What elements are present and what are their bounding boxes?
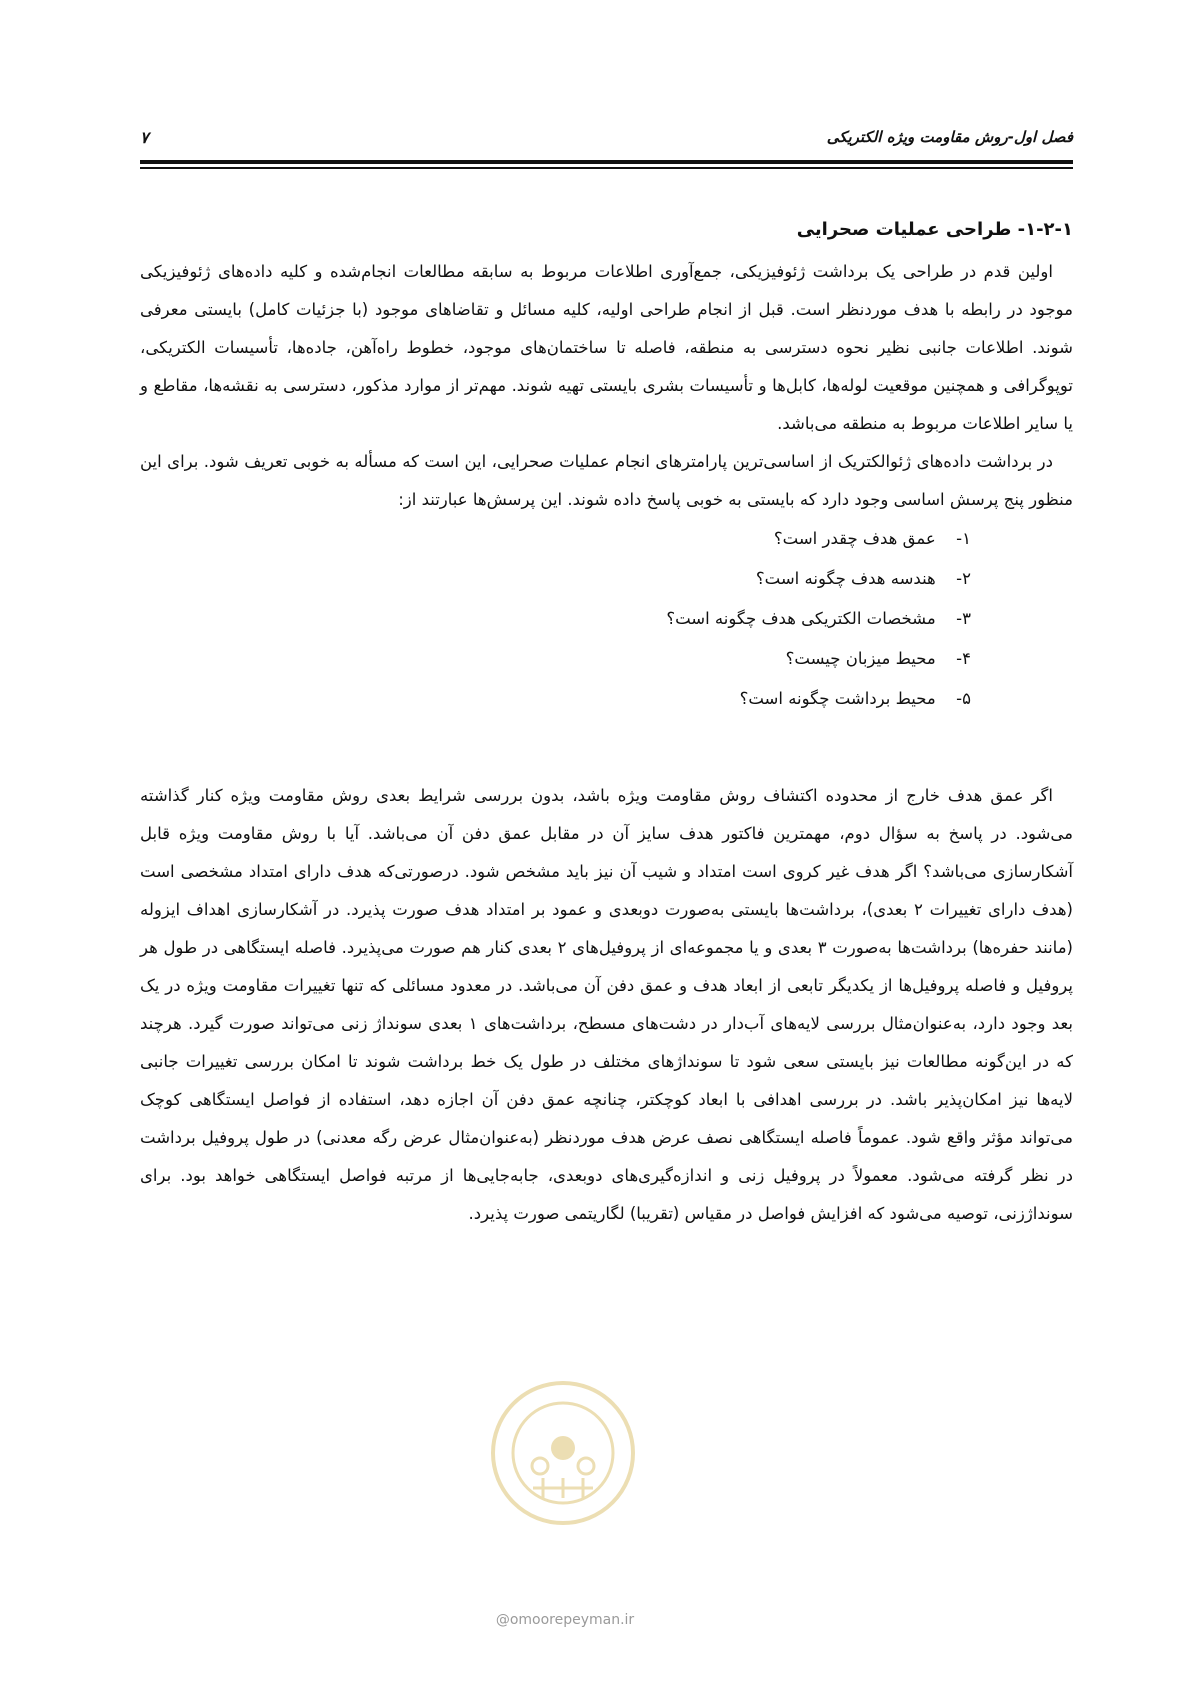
list-item-text: محیط میزبان چیست؟ [785, 649, 936, 668]
paragraph-intro: اولین قدم در طراحی یک برداشت ژئوفیزیکی، جمع‌آوری اطلاعات مربوط به سابقه مطالعات انجام‌شده و کلیه داده‌های ژئوفیزیکی موجود در رابطه با هدف موردنظر است. قبل از انجام طراحی اولیه، کلیه مسائل و تقاضاهای موجود (با جزئیات کامل) بایستی معرفی شوند. اطلاعات جانبی نظیر نحوه دسترسی به منطقه، فاصله تا ساختمان‌های موجود، خطوط راه‌آهن، جاده‌ها، تأسیسات الکتریکی، توپوگرافی و همچنین موقعیت لوله‌ها، کابل‌ها و تأسیسات بشری بایستی تهیه شوند. مهم‌تر از موارد مذکور، دسترسی به نقشه‌ها، مقاطع و یا سایر اطلاعات مربوط به منطقه می‌باشد. [140, 262, 1073, 433]
list-item-number: ۴- [956, 649, 971, 668]
page-number: ۷ [140, 128, 149, 147]
list-item [140, 559, 971, 599]
watermark-seal-icon [488, 1378, 638, 1528]
list-item-number: ۲- [956, 569, 971, 588]
paragraph-questions-lead: در برداشت داده‌های ژئوالکتریک از اساسی‌ترین پارامترهای انجام عملیات صحرایی، این است که مسأله به خوبی تعریف شود. برای این منظور پنج پرسش اساسی وجود دارد که بایستی به خوبی پاسخ داده شوند. این پرسش‌ها عبارتند از: [140, 452, 1073, 509]
header-rule-thick [140, 160, 1073, 164]
list-item-text: عمق هدف چقدر است؟ [773, 529, 936, 548]
list-item [140, 519, 971, 559]
page-body [140, 215, 1073, 1233]
questions-list [140, 519, 1073, 719]
page-header [140, 128, 1073, 162]
list-item-text: هندسه هدف چگونه است؟ [755, 569, 936, 588]
chapter-title: فصل اول-روش مقاومت ویژه الکتریکی [826, 128, 1073, 146]
spacer [140, 719, 1073, 777]
list-item-number: ۱- [956, 529, 971, 548]
watermark-text: @omoorepeyman.ir [495, 1612, 635, 1628]
list-item-text: محیط برداشت چگونه است؟ [739, 689, 936, 708]
list-item [140, 679, 971, 719]
list-item [140, 599, 971, 639]
list-item [140, 639, 971, 679]
list-item-text: مشخصات الکتریکی هدف چگونه است؟ [666, 609, 936, 628]
section-heading: ۱-۲-۱- طراحی عملیات صحرایی [796, 219, 1073, 240]
paragraph-closing: اگر عمق هدف خارج از محدوده اکتشاف روش مقاومت ویژه باشد، بدون بررسی شرایط بعدی روش مقاومت ویژه کنار گذاشته می‌شود. در پاسخ به سؤال دوم، مهمترین فاکتور هدف سایز آن در مقابل عمق دفن آن می‌باشد. آیا با روش مقاومت ویژه قابل آشکارسازی می‌باشد؟ اگر هدف غیر کروی است امتداد و شیب آن نیز باید مشخص شود. درصورتی‌که هدف دارای امتداد مشخصی است (هدف دارای تغییرات ۲ بعدی)، برداشت‌ها بایستی به‌صورت دوبعدی و عمود بر امتداد هدف صورت پذیرد. در آشکارسازی اهداف ایزوله (مانند حفره‌ها) برداشت‌ها به‌صورت ۳ بعدی و یا مجموعه‌ای از پروفیل‌های ۲ بعدی کنار هم صورت می‌پذیرد. فاصله ایستگاهی در طول هر پروفیل و فاصله پروفیل‌ها از یکدیگر تابعی از ابعاد هدف و عمق دفن آن می‌باشد. در معدود مسائلی که تنها تغییرات مقاومت ویژه در یک بعد وجود دارد، به‌عنوان‌مثال بررسی لایه‌های آب‌دار در دشت‌های مسطح، برداشت‌های ۱ بعدی سونداژ زنی می‌تواند صورت گیرد. هرچند که در این‌گونه مطالعات نیز بایستی سعی شود تا سونداژهای مختلف در طول یک خط برداشت شوند تا امکان بررسی تغییرات جانبی لایه‌ها نیز امکان‌پذیر باشد. در بررسی اهدافی با ابعاد کوچکتر، چنانچه عمق دفن آن اجازه دهد، استفاده از فواصل ایستگاهی کوچک می‌تواند مؤثر واقع شود. عموماً فاصله ایستگاهی نصف عرض هدف موردنظر (به‌عنوان‌مثال عرض رگه معدنی) در طول پروفیل برداشت در نظر گرفته می‌شود. معمولاً در پروفیل زنی و اندازه‌گیری‌های دوبعدی، جابه‌جایی‌ها از مرتبه فواصل ایستگاهی خواهد بود. برای سونداژزنی، توصیه می‌شود که افزایش فواصل در مقیاس (تقریبا) لگاریتمی صورت پذیرد. [140, 786, 1073, 1223]
list-item-number: ۳- [956, 609, 971, 628]
list-item-number: ۵- [956, 689, 971, 708]
header-rule-thin [140, 167, 1073, 169]
